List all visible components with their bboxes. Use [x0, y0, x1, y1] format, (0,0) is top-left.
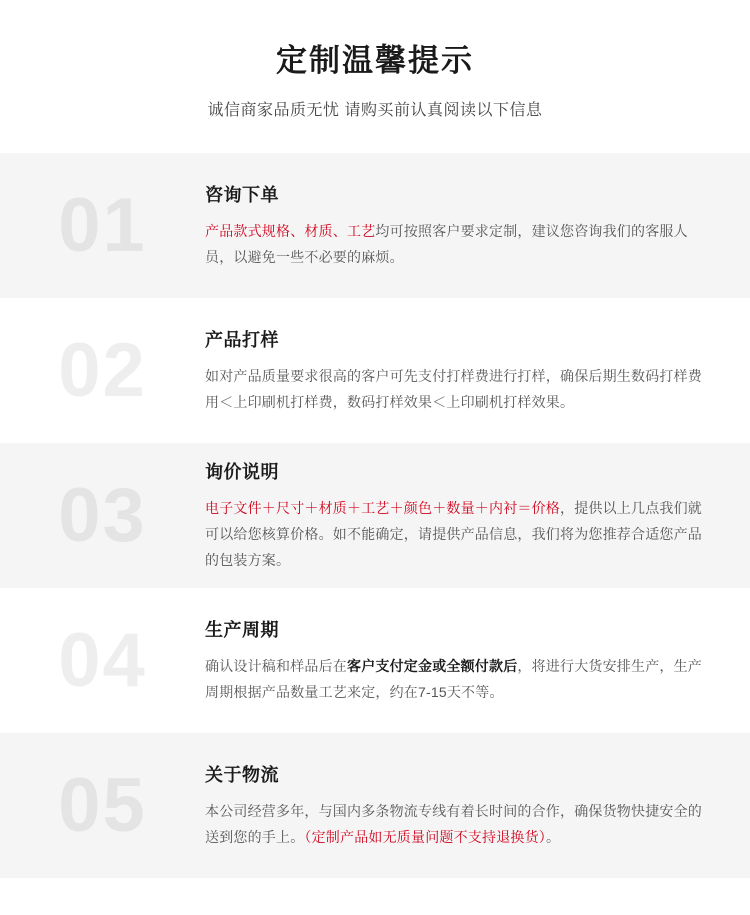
- section-text: [205, 799, 715, 851]
- section-text-fragment: ，将进行大货安排生产，生产周期根据产品数量工艺来定，约在7-15天不等。: [205, 657, 703, 700]
- tip-section: [0, 443, 750, 588]
- section-text: [205, 219, 715, 271]
- section-title: 产品打样: [205, 329, 279, 350]
- page-subtitle: 诚信商家品质无忧 请购买前认真阅读以下信息: [207, 102, 543, 120]
- section-text-fragment: 。: [546, 828, 561, 845]
- section-title: 生产周期: [205, 619, 279, 640]
- section-number: 05: [58, 762, 147, 848]
- section-body: [205, 181, 750, 271]
- section-title: 询价说明: [205, 461, 279, 482]
- section-text-fragment: 电子文件＋尺寸＋材质＋工艺＋颜色＋数量＋内衬＝价格: [205, 499, 560, 516]
- section-number: 02: [58, 327, 147, 413]
- tip-section: [0, 298, 750, 443]
- section-number: 04: [58, 617, 147, 703]
- section-list: [0, 153, 750, 878]
- section-text-fragment: 产品款式规格、材质、工艺: [205, 222, 376, 239]
- section-number: 01: [58, 182, 147, 268]
- page-title: 定制温馨提示: [276, 43, 474, 78]
- section-text-fragment: 如对产品质量要求很高的客户可先支付打样费进行打样，确保后期生数码打样费用＜上印刷机打样费，数码打样效果＜上印刷机打样效果。: [205, 367, 702, 410]
- section-number: 03: [58, 472, 147, 558]
- section-title: 咨询下单: [205, 184, 279, 205]
- section-text: [205, 364, 715, 416]
- section-text-fragment: 客户支付定金或全额付款后: [347, 657, 518, 674]
- section-body: [205, 616, 750, 706]
- section-text: [205, 496, 715, 574]
- section-text-fragment: ，提供以上几点我们就可以给您核算价格。如不能确定，请提供产品信息，我们将为您推荐合适您产品的包装方案。: [205, 499, 702, 568]
- section-body: [205, 458, 750, 574]
- section-body: [205, 326, 750, 416]
- section-text-fragment: 本公司经营多年，与国内多条物流专线有着长时间的合作，确保货物快捷安全的送到您的手上。: [205, 802, 702, 845]
- page-header: [0, 0, 750, 120]
- tip-section: [0, 153, 750, 298]
- section-text-fragment: 确认设计稿和样品后在: [205, 657, 347, 674]
- section-text: [205, 654, 715, 706]
- section-text-fragment: 均可按照客户要求定制，建议您咨询我们的客服人员，以避免一些不必要的麻烦。: [205, 222, 688, 265]
- section-text-fragment: （定制产品如无质量问题不支持退换货）: [304, 828, 547, 845]
- section-title: 关于物流: [205, 764, 279, 785]
- tip-section: [0, 588, 750, 733]
- section-body: [205, 761, 750, 851]
- tip-section: [0, 733, 750, 878]
